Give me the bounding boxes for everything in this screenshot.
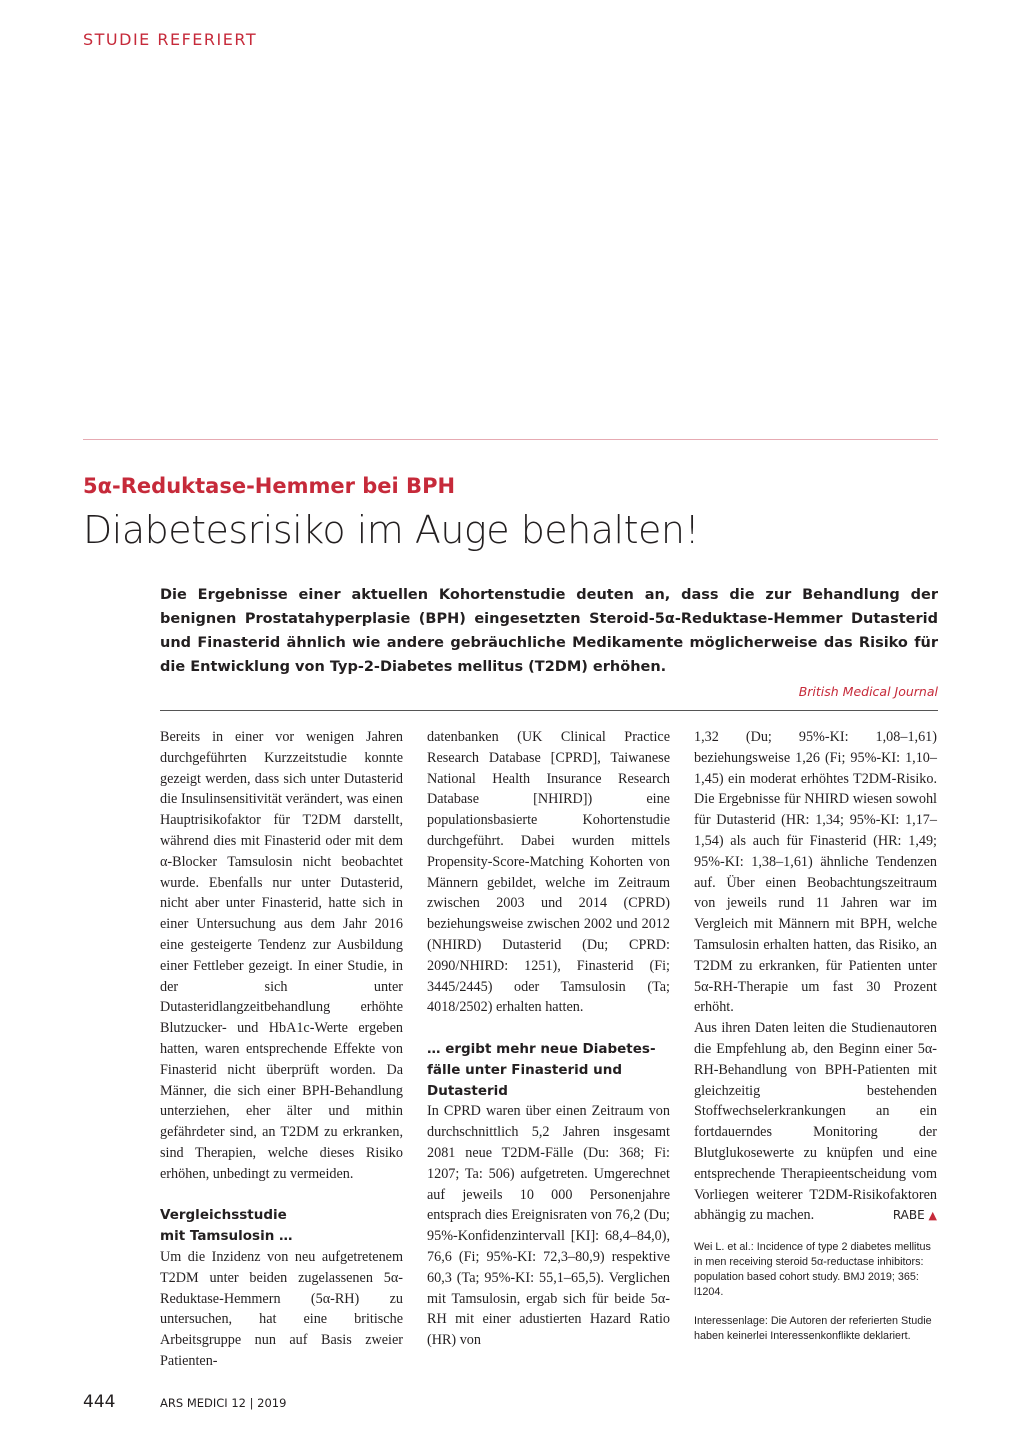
triangle-end-icon: ▲ <box>928 1209 937 1223</box>
body-text: Aus ihren Daten leiten die Studienautoren die Empfehlung ab, den Beginn einer 5α-RH-Behandlung von BPH-Patienten mit gleichzeitig bestehenden Stoffwechselerkrankungen an ein fortdauerndes Monitoring der Blutglukosewerte zu knüpfen und eine entsprechende Therapieentscheidung vom Vorliegen weiterer T2DM-Risikofaktoren abhängig zu machen. <box>694 1020 937 1224</box>
lead-divider <box>160 710 938 711</box>
subheading-line: Vergleichsstudie <box>160 1207 287 1224</box>
article-lead: Die Ergebnisse einer aktuellen Kohortenstudie deuten an, dass die zur Behandlung der benignen Prostatahyperplasie (BPH) eingesetzten Steroid-5α-Reduktase-Hemmer Dutasterid und Finasterid ähnlich wie andere gebräuchliche Medikamente möglicherweise das Risiko für die Entwicklung von Typ-2-Diabetes mellitus (T2DM) erhöhen. <box>160 587 938 675</box>
conflict-of-interest-note: Interessenlage: Die Autoren der referierten Studie haben keinerlei Interessenkonflikte deklariert. <box>694 1315 932 1343</box>
subheading <box>427 1039 670 1101</box>
header-divider <box>83 439 938 440</box>
column-3 <box>694 727 937 1344</box>
author-signature <box>893 1205 937 1227</box>
subheading <box>160 1205 403 1247</box>
body-paragraph: 1,32 (Du; 95%-KI: 1,08–1,61) beziehungsweise 1,26 (Fi; 95%-KI: 1,10–1,45) ein moderat erhöhtes T2DM-Risiko. Die Ergebnisse für NHIRD wiesen sowohl für Dutasterid (HR: 1,34; 95%-KI: 1,17–1,54) als auch für Finasterid (HR: 1,49; 95%-KI: 1,38–1,61) ähnliche Tendenzen auf. Über einen Beobachtungszeitraum von jeweils rund 11 Jahren war im Vergleich mit Männern mit BPH, welche Tamsulosin erhalten hatten, das Risiko, an T2DM zu erkranken, für Patienten unter 5α-RH-Therapie um fast 30 Prozent erhöht. <box>694 729 937 1016</box>
reference-note: Wei L. et al.: Incidence of type 2 diabetes mellitus in men receiving steroid 5α-reductase inhibitors: population based cohort study. BMJ 2019; 365: l1204. <box>694 1241 931 1299</box>
subheading-line: fälle unter Finasterid und <box>427 1061 623 1078</box>
column-1 <box>160 727 403 1372</box>
subheading-line: … ergibt mehr neue Diabetes- <box>427 1040 656 1057</box>
author-initials: RABE <box>892 1208 925 1223</box>
body-paragraph: datenbanken (UK Clinical Practice Research Database [CPRD], Taiwanese National Health Insurance Research Database [NHIRD]) eine populationsbasierte Kohortenstudie durchgeführt. Dabei wurden mittels Propensity-Score-Matching Kohorten von Männern gebildet, welche im Zeitraum zwischen 2003 und 2014 (CPRD) beziehungsweise zwischen 2002 und 2012 (NHIRD) Dutasterid (Du; CPRD: 2090/NHIRD: 1251), Finasterid (Fi; 3445/2445) oder Tamsulosin (Ta; 4018/2502) erhalten hatten. <box>427 729 670 1016</box>
body-paragraph: In CPRD waren über einen Zeitraum von durchschnittlich 5,2 Jahren insgesamt 2081 neue T2DM-Fälle (Du: 368; Fi: 1207; Ta: 506) aufgetreten. Umgerechnet auf jeweils 10 000 Personenjahre entsprach dies Ereignisraten von 76,2 (Du; 95%-Konfidenzintervall [KI]: 68,4–84,0), 76,6 (Fi; 95%-KI: 72,3–80,9) respektive 60,3 (Ta; 95%-KI: 55,1–65,5). Verglichen mit Tamsulosin, ergab sich für beide 5α-RH mit einer adustierten Hazard Ratio (HR) von <box>427 1103 670 1349</box>
body-paragraph <box>694 1018 937 1226</box>
body-paragraph: Bereits in einer vor wenigen Jahren durchgeführten Kurzzeitstudie konnte gezeigt werden, dass sich unter Dutasterid die Insulinsensitivität verändert, was einen Hauptrisikofaktor für T2DM darstellt, während dies mit Finasterid oder mit dem α-Blocker Tamsulosin nicht beobachtet wurde. Ebenfalls nur unter Dutasterid, nicht aber unter Finasterid, hatte sich in einer Untersuchung aus dem Jahr 2016 eine gesteigerte Tendenz zur Ausbildung einer Fettleber gezeigt. In einer Studie, in der sich unter Dutasteridlangzeitbehandlung erhöhte Blutzucker- und HbA1c-Werte ergeben hatten, waren entsprechende Effekte von Finasterid nicht überprüft worden. Da Männer, die sich einer BPH-Behandlung unterziehen, eher älter und mithin gefährdeter sind, an T2DM zu erkranken, sind Therapien, welche dieses Risiko erhöhen, unbedingt zu vermeiden. <box>160 729 403 1182</box>
subheading-line: mit Tamsulosin … <box>160 1228 293 1245</box>
source-credit: British Medical Journal <box>798 684 938 699</box>
column-2 <box>427 727 670 1351</box>
section-label: STUDIE REFERIERT <box>83 30 258 49</box>
article-title: Diabetesrisiko im Auge behalten! <box>83 508 700 552</box>
subheading-line: Dutasterid <box>427 1082 508 1099</box>
body-paragraph: Um die Inzidenz von neu aufgetretenem T2DM unter beiden zugelassenen 5α-Reduktase-Hemmern (5α-RH) zu untersuchen, hat eine britische Arbeitsgruppe nun auf Basis zweier Patienten- <box>160 1248 403 1369</box>
article-kicker: 5α-Reduktase-Hemmer bei BPH <box>83 474 456 498</box>
page-number: 444 <box>83 1392 116 1412</box>
journal-issue: ARS MEDICI 12 | 2019 <box>160 1396 287 1410</box>
